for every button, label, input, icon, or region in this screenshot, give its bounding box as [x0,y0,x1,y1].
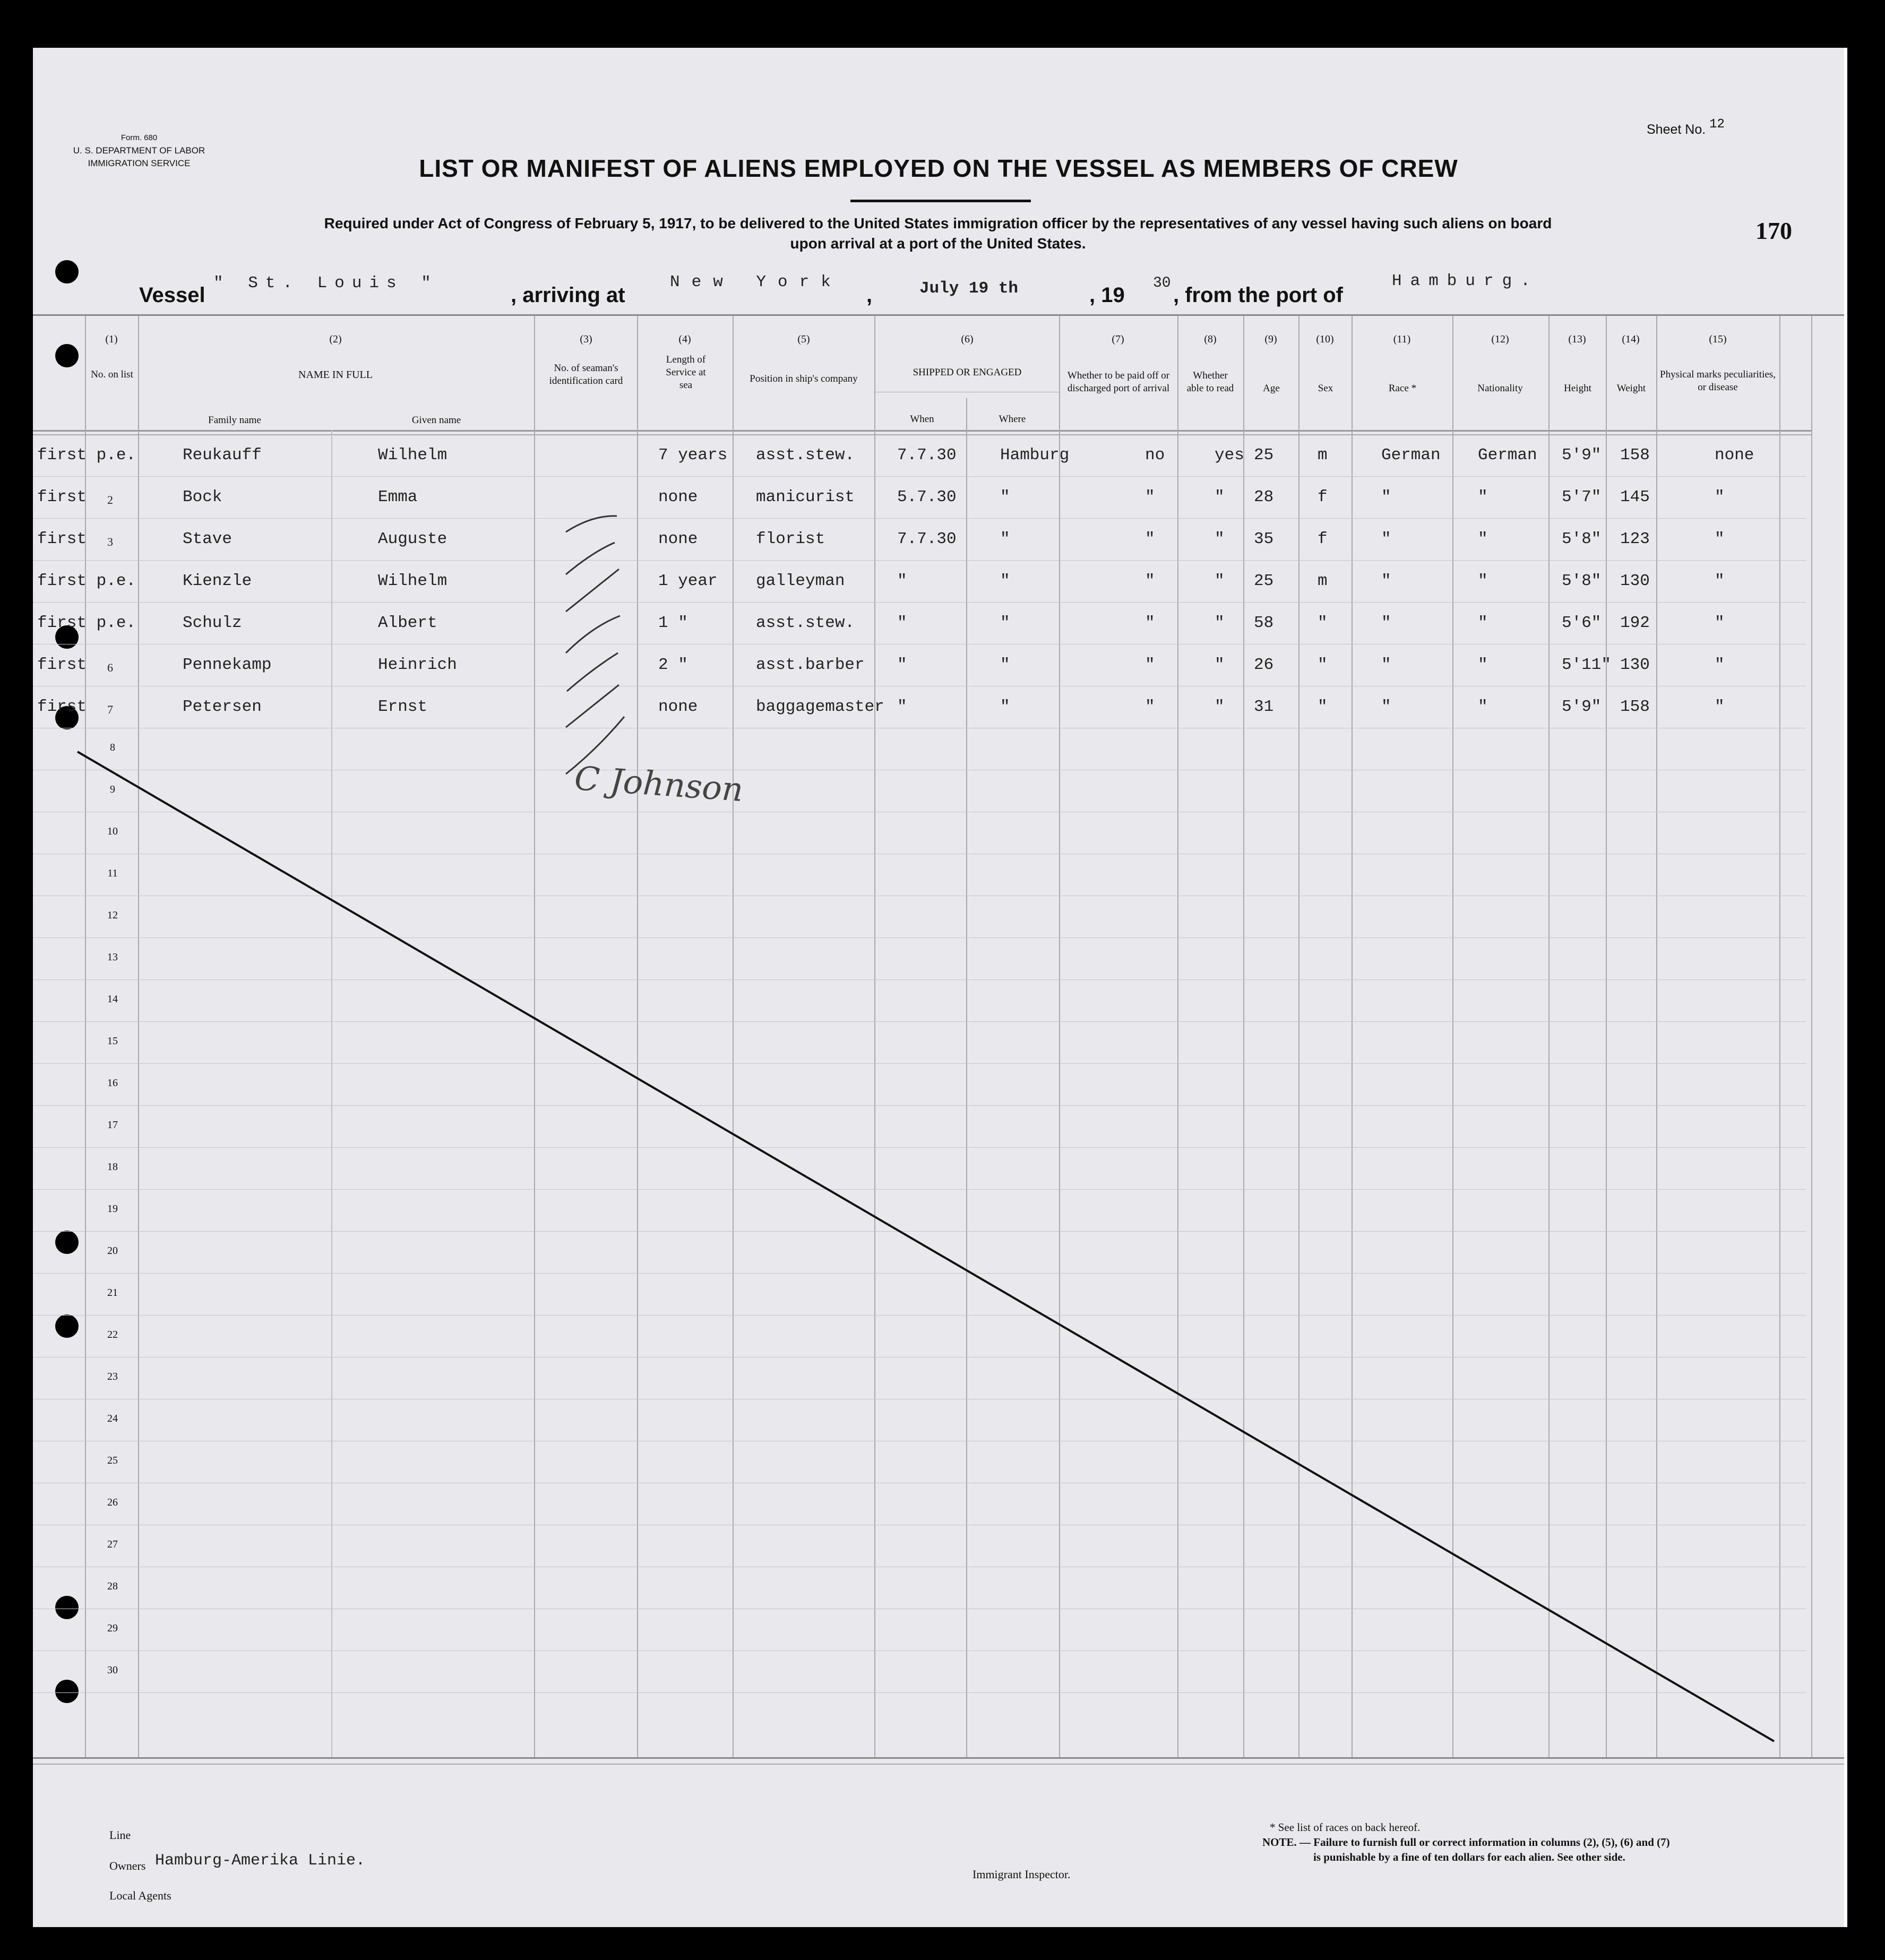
col-num-2: (2) [329,333,342,345]
cell-length: 7 years [658,446,728,465]
col-num-15: (15) [1709,333,1727,345]
form-number: Form. 680 [120,133,158,142]
cell-class: first p.e. [37,614,136,632]
cell-read: " [1215,488,1225,506]
cell-read: " [1215,614,1225,632]
cell-paid: " [1145,530,1155,548]
stamp-number: 170 [1755,217,1792,244]
cell-when: " [897,656,907,674]
cell-age: 25 [1254,572,1274,590]
header-shipped: SHIPPED OR ENGAGED [913,367,1022,378]
cell-age: 31 [1254,698,1274,716]
footer-agents-label: Local Agents [109,1889,171,1902]
cell-race: German [1381,446,1441,465]
year-label: , 19 [1089,283,1125,307]
cell-weight: 123 [1620,530,1650,548]
cell-race: " [1381,614,1391,632]
cell-where: " [1000,530,1010,548]
header-paid-off: Whether to be paid off or discharged port of arrival [1067,370,1170,394]
sheet-value: 12 [1709,117,1725,132]
vessel-name: " St. Louis " [213,274,438,293]
cell-paid: " [1145,656,1155,674]
subtitle-line-1: Required under Act of Congress of February 5, 1917, to be delivered to the United States immigration officer by the representatives of any vessel having such aliens on board [324,215,1552,231]
cell-when: 5.7.30 [897,488,957,506]
cell-age: 58 [1254,614,1274,632]
line-number: 12 [107,909,118,921]
cell-marks: " [1715,698,1725,716]
col-num-6: (6) [961,333,974,345]
cell-length: 2 " [658,656,688,674]
cell-where: " [1000,572,1010,590]
arrival-date: July 19 th [919,279,1019,298]
col-num-1: (1) [105,333,118,345]
line-number: 11 [107,867,118,879]
header-no-on-list: No. on list [91,369,133,380]
footer-note [1262,1820,1670,1864]
col-num-7: (7) [1112,333,1124,345]
line-number: 16 [107,1077,118,1089]
line-number: 30 [107,1664,118,1676]
service-name: IMMIGRATION SERVICE [88,158,191,168]
col-num-9: (9) [1264,333,1277,345]
cell-read: yes [1215,446,1244,465]
cell-family: Petersen [183,698,262,716]
cell-class: first [37,698,87,716]
from-port: Hamburg. [1392,272,1539,290]
cell-length: 1 " [658,614,688,632]
cell-sex: " [1318,614,1328,632]
cell-height: 5'9" [1562,698,1602,716]
cell-nationality: " [1478,614,1488,632]
col-num-14: (14) [1622,333,1640,345]
cell-nationality: " [1478,698,1488,716]
cell-given: Wilhelm [378,572,447,590]
header-height: Height [1564,383,1591,394]
col-num-12: (12) [1491,333,1509,345]
cell-marks: " [1715,530,1725,548]
line-number: 23 [107,1371,118,1382]
header-length-service: Length of Service at sea [666,354,706,391]
col-num-11: (11) [1393,333,1411,345]
cell-given: Auguste [378,530,447,548]
cell-when: 7.7.30 [897,530,957,548]
cell-paid: " [1145,698,1155,716]
cell-age: 28 [1254,488,1274,506]
cell-where: Hamburg [1000,446,1070,465]
line-number: 25 [107,1455,118,1466]
cell-family: Pennekamp [183,656,272,674]
cell-class: first p.e. [37,572,136,590]
cell-marks: " [1715,488,1725,506]
col-num-8: (8) [1204,333,1217,345]
col-num-10: (10) [1316,333,1334,345]
cell-age: 25 [1254,446,1274,465]
line-number: 22 [107,1329,118,1340]
line-number: 26 [107,1497,118,1508]
cell-race: " [1381,530,1391,548]
footer-note-star: * See list of races on back hereof. [1270,1821,1421,1834]
footer-owners-label: Owners [109,1859,146,1872]
cell-read: " [1215,698,1225,716]
col-num-4: (4) [678,333,691,345]
line-number: 21 [107,1287,118,1299]
line-number: 15 [107,1035,118,1047]
footer-owners-value: Hamburg-Amerika Linie. [155,1852,366,1870]
cell-nationality: " [1478,530,1488,548]
cell-paid: no [1145,446,1165,465]
cell-height: 5'11" [1562,656,1612,674]
header-given-name: Given name [411,415,461,426]
cell-given: Wilhelm [378,446,447,465]
cell-read: " [1215,572,1225,590]
cell-age: 26 [1254,656,1274,674]
cell-when: " [897,614,907,632]
cell-sex: " [1318,656,1328,674]
cell-length: none [658,698,698,716]
cell-position: galleyman [756,572,845,590]
header-sex: Sex [1318,383,1333,394]
line-number: 27 [107,1538,118,1550]
cell-given: Heinrich [378,656,457,674]
subtitle-line-2: upon arrival at a port of the United States. [790,235,1086,252]
cell-where: " [1000,656,1010,674]
cell-when: " [897,698,907,716]
cell-height: 5'8" [1562,530,1602,548]
cell-length: none [658,488,698,506]
cell-class: first [37,656,87,674]
cell-weight: 130 [1620,656,1650,674]
page-title: LIST OR MANIFEST OF ALIENS EMPLOYED ON THE VESSEL AS MEMBERS OF CREW [419,154,1458,182]
department-name: U. S. DEPARTMENT OF LABOR [73,145,205,156]
cell-where: " [1000,488,1010,506]
cell-marks: " [1715,656,1725,674]
header-when: When [910,414,934,425]
line-number: 17 [107,1119,118,1131]
arriving-label: , arriving at [511,283,625,307]
cell-weight: 158 [1620,446,1650,465]
line-number: 24 [107,1413,118,1424]
footer-note-line-1: NOTE. — Failure to furnish full or correct information in columns (2), (5), (6) and (7) [1262,1836,1670,1849]
cell-paid: " [1145,572,1155,590]
line-number: 9 [110,784,115,795]
line-number: 18 [107,1161,118,1173]
cell-where: " [1000,698,1010,716]
cell-position: asst.barber [756,656,865,674]
cell-no: 3 [107,535,113,548]
header-physical: Physical marks peculiarities, or disease [1660,369,1776,393]
cell-family: Bock [183,488,222,506]
cross-out-line [33,48,1844,1927]
cell-race: " [1381,656,1391,674]
cell-race: " [1381,698,1391,716]
cell-no: 7 [107,703,113,716]
cell-race: " [1381,488,1391,506]
cell-family: Kienzle [183,572,252,590]
header-able-read: Whether able to read [1186,370,1234,394]
cell-given: Emma [378,488,418,506]
cell-sex: m [1318,446,1328,465]
cell-position: asst.stew. [756,614,855,632]
cell-height: 5'9" [1562,446,1602,465]
cell-paid: " [1145,614,1155,632]
cell-race: " [1381,572,1391,590]
cell-sex: f [1318,488,1328,506]
vessel-label: Vessel [139,283,205,307]
cell-when: 7.7.30 [897,446,957,465]
line-number: 8 [110,742,115,753]
cell-given: Albert [378,614,437,632]
year-value: 30 [1153,275,1171,291]
cell-marks: " [1715,572,1725,590]
cell-where: " [1000,614,1010,632]
cell-class: first [37,488,87,506]
header-race: Race * [1388,383,1417,394]
cell-position: asst.stew. [756,446,855,465]
cell-given: Ernst [378,698,428,716]
cell-read: " [1215,530,1225,548]
col-num-5: (5) [797,333,810,345]
from-port-label: , from the port of [1173,283,1343,307]
cell-when: " [897,572,907,590]
cell-weight: 192 [1620,614,1650,632]
cell-class: first [37,530,87,548]
manifest-sheet [33,48,1847,1927]
line-number: 19 [107,1203,118,1215]
cell-family: Stave [183,530,233,548]
cell-family: Reukauff [183,446,262,465]
inspector-signature: C Johnson [573,758,745,810]
footer-note-line-2: is punishable by a fine of ten dollars for each alien. See other side. [1313,1851,1625,1863]
arriving-port: New York [670,273,842,291]
line-number: 29 [107,1622,118,1634]
line-number: 28 [107,1580,118,1592]
cell-nationality: " [1478,488,1488,506]
cell-read: " [1215,656,1225,674]
cell-position: florist [756,530,825,548]
cell-nationality: German [1478,446,1537,465]
cell-height: 5'6" [1562,614,1602,632]
header-name-in-full: NAME IN FULL [298,369,373,381]
footer-line-label: Line [109,1828,131,1842]
col-num-3: (3) [580,333,592,345]
cell-marks: " [1715,614,1725,632]
header-nationality: Nationality [1477,383,1523,394]
cell-length: 1 year [658,572,718,590]
cell-position: baggagemaster [756,698,884,716]
cell-class: first p.e. [37,446,136,465]
cell-nationality: " [1478,656,1488,674]
header-family-name: Family name [208,415,261,426]
cell-sex: m [1318,572,1328,590]
line-number: 20 [107,1245,118,1257]
cell-no: 2 [107,493,113,506]
header-where: Where [999,414,1026,425]
cell-paid: " [1145,488,1155,506]
cell-length: none [658,530,698,548]
header-weight: Weight [1616,383,1646,394]
cell-weight: 158 [1620,698,1650,716]
header-id-card: No. of seaman's identification card [549,363,623,386]
header-age: Age [1263,383,1280,394]
cell-weight: 130 [1620,572,1650,590]
cell-marks: none [1715,446,1754,465]
footer-inspector-label: Immigrant Inspector. [972,1868,1071,1881]
cell-sex: " [1318,698,1328,716]
cell-age: 35 [1254,530,1274,548]
line-number: 10 [107,826,118,837]
header-position: Position in ship's company [750,373,858,384]
cell-nationality: " [1478,572,1488,590]
cell-sex: f [1318,530,1328,548]
cell-height: 5'7" [1562,488,1602,506]
comma-mark: , [866,283,873,307]
cell-no: 6 [107,661,113,674]
cell-height: 5'8" [1562,572,1602,590]
cell-family: Schulz [183,614,242,632]
line-number: 14 [107,993,118,1005]
sheet-label: Sheet No. [1647,122,1706,137]
cell-position: manicurist [756,488,855,506]
col-num-13: (13) [1568,333,1586,345]
line-number: 13 [107,951,118,963]
cell-weight: 145 [1620,488,1650,506]
